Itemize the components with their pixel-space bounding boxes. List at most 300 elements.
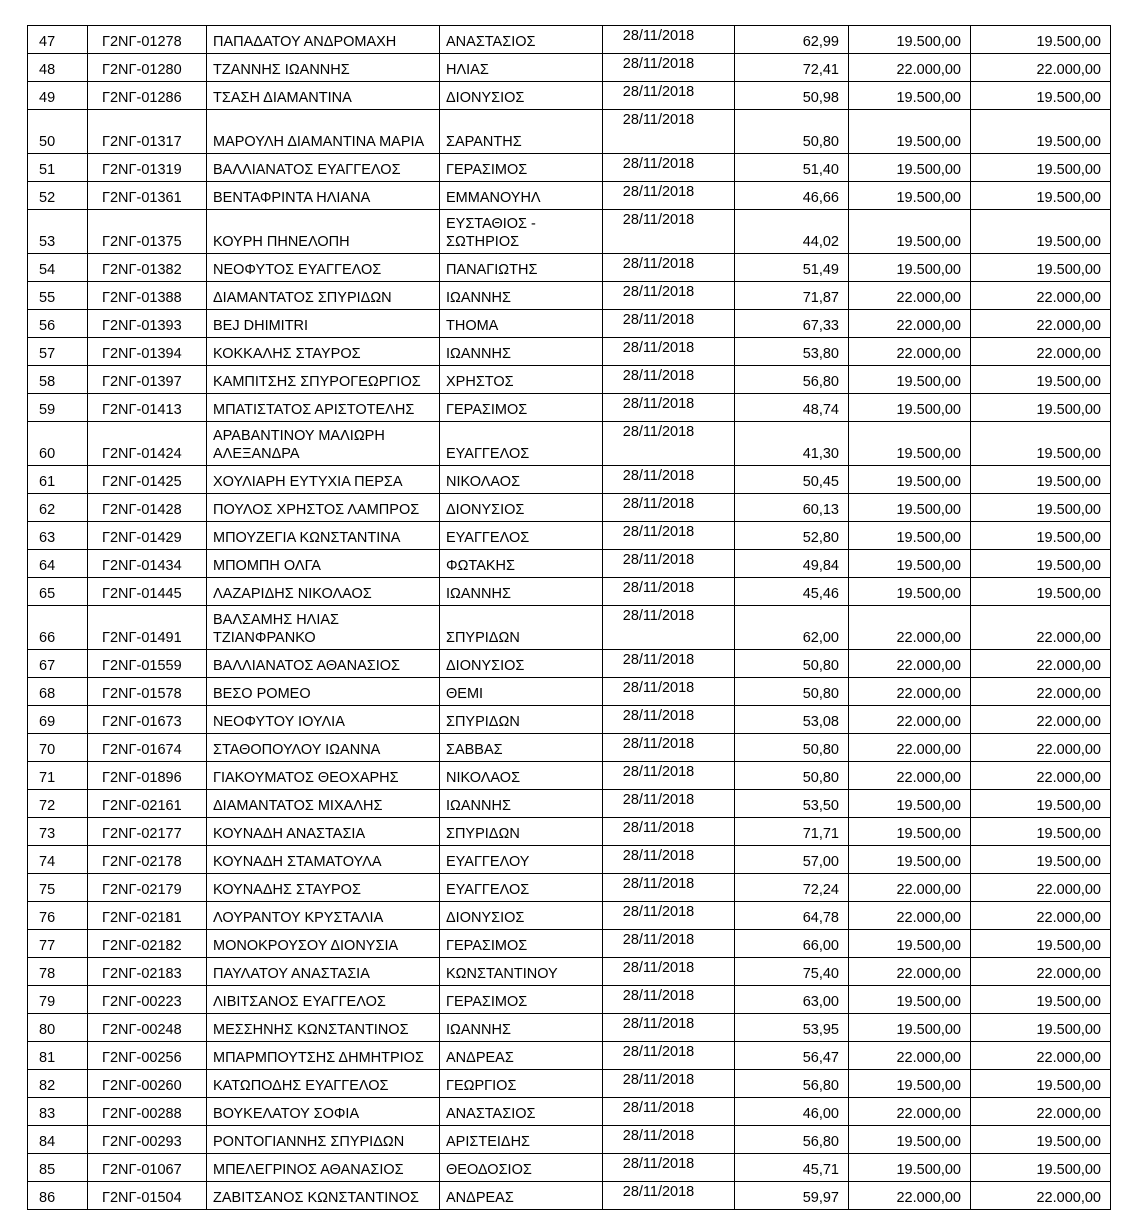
total-amount-cell: 22.000,00	[971, 606, 1111, 650]
full-name-cell: ΜΠΑΡΜΠΟΥΤΣΗΣ ΔΗΜΗΤΡΙΟΣ	[207, 1042, 440, 1070]
father-name-cell: ΓΕΡΑΣΙΜΟΣ	[440, 154, 603, 182]
full-name-cell: ΒΕΝΤΑΦΡΙΝΤΑ ΗΛΙΑΝΑ	[207, 182, 440, 210]
total-amount-cell: 22.000,00	[971, 902, 1111, 930]
score-cell: 59,97	[735, 1182, 849, 1210]
full-name-cell: ΚΟΥΝΑΔΗ ΑΝΑΣΤΑΣΙΑ	[207, 818, 440, 846]
approved-amount-cell: 22.000,00	[849, 310, 971, 338]
application-code-cell: Γ2ΝΓ-00293	[88, 1126, 207, 1154]
approved-amount-cell: 19.500,00	[849, 522, 971, 550]
full-name-cell: ΚΟΚΚΑΛΗΣ ΣΤΑΥΡΟΣ	[207, 338, 440, 366]
date-cell: 28/11/2018	[603, 182, 735, 210]
table-row	[28, 422, 1111, 466]
full-name-cell: ΜΕΣΣΗΝΗΣ ΚΩΝΣΤΑΝΤΙΝΟΣ	[207, 1014, 440, 1042]
approved-amount-cell: 19.500,00	[849, 210, 971, 254]
table-row	[28, 110, 1111, 154]
full-name-cell: ΒΑΛΛΙΑΝΑΤΟΣ ΕΥΑΓΓΕΛΟΣ	[207, 154, 440, 182]
row-number-cell: 50	[28, 110, 88, 154]
score-cell: 66,00	[735, 930, 849, 958]
score-cell: 56,80	[735, 1070, 849, 1098]
date-cell: 28/11/2018	[603, 846, 735, 874]
full-name-cell: ΠΟΥΛΟΣ ΧΡΗΣΤΟΣ ΛΑΜΠΡΟΣ	[207, 494, 440, 522]
application-code-cell: Γ2ΝΓ-02183	[88, 958, 207, 986]
score-cell: 51,49	[735, 254, 849, 282]
row-number-cell: 59	[28, 394, 88, 422]
application-code-cell: Γ2ΝΓ-01361	[88, 182, 207, 210]
approved-amount-cell: 19.500,00	[849, 366, 971, 394]
approved-amount-cell: 22.000,00	[849, 706, 971, 734]
full-name-cell: ΧΟΥΛΙΑΡΗ ΕΥΤΥΧΙΑ ΠΕΡΣΑ	[207, 466, 440, 494]
approved-amount-cell: 19.500,00	[849, 110, 971, 154]
table-row	[28, 902, 1111, 930]
score-cell: 50,98	[735, 82, 849, 110]
table-row	[28, 494, 1111, 522]
application-code-cell: Γ2ΝΓ-02161	[88, 790, 207, 818]
application-code-cell: Γ2ΝΓ-00248	[88, 1014, 207, 1042]
application-code-cell: Γ2ΝΓ-01674	[88, 734, 207, 762]
approved-amount-cell: 22.000,00	[849, 678, 971, 706]
score-cell: 60,13	[735, 494, 849, 522]
score-cell: 67,33	[735, 310, 849, 338]
date-cell: 28/11/2018	[603, 706, 735, 734]
table-row	[28, 1126, 1111, 1154]
father-name-cell: ΧΡΗΣΤΟΣ	[440, 366, 603, 394]
approved-amount-cell: 19.500,00	[849, 26, 971, 54]
total-amount-cell: 22.000,00	[971, 650, 1111, 678]
date-cell: 28/11/2018	[603, 210, 735, 254]
approved-amount-cell: 22.000,00	[849, 958, 971, 986]
table-row	[28, 846, 1111, 874]
table-row	[28, 958, 1111, 986]
application-code-cell: Γ2ΝΓ-01067	[88, 1154, 207, 1182]
approved-amount-cell: 22.000,00	[849, 902, 971, 930]
application-code-cell: Γ2ΝΓ-02178	[88, 846, 207, 874]
score-cell: 46,66	[735, 182, 849, 210]
full-name-cell: ΑΡΑΒΑΝΤΙΝΟΥ ΜΑΛΙΩΡΗ ΑΛΕΞΑΝΔΡΑ	[207, 422, 440, 466]
date-cell: 28/11/2018	[603, 338, 735, 366]
row-number-cell: 54	[28, 254, 88, 282]
total-amount-cell: 22.000,00	[971, 282, 1111, 310]
date-cell: 28/11/2018	[603, 818, 735, 846]
approved-amount-cell: 19.500,00	[849, 818, 971, 846]
score-cell: 51,40	[735, 154, 849, 182]
total-amount-cell: 19.500,00	[971, 846, 1111, 874]
father-name-cell: ΓΕΩΡΓΙΟΣ	[440, 1070, 603, 1098]
table-row	[28, 930, 1111, 958]
total-amount-cell: 19.500,00	[971, 578, 1111, 606]
date-cell: 28/11/2018	[603, 606, 735, 650]
father-name-cell: ΦΩΤΑΚΗΣ	[440, 550, 603, 578]
row-number-cell: 66	[28, 606, 88, 650]
father-name-cell: ΙΩΑΝΝΗΣ	[440, 578, 603, 606]
application-code-cell: Γ2ΝΓ-00288	[88, 1098, 207, 1126]
date-cell: 28/11/2018	[603, 550, 735, 578]
full-name-cell: ΚΟΥΡΗ ΠΗΝΕΛΟΠΗ	[207, 210, 440, 254]
row-number-cell: 55	[28, 282, 88, 310]
father-name-cell: ΝΙΚΟΛΑΟΣ	[440, 466, 603, 494]
total-amount-cell: 19.500,00	[971, 466, 1111, 494]
total-amount-cell: 19.500,00	[971, 254, 1111, 282]
date-cell: 28/11/2018	[603, 790, 735, 818]
full-name-cell: ΛΙΒΙΤΣΑΝΟΣ ΕΥΑΓΓΕΛΟΣ	[207, 986, 440, 1014]
full-name-cell: ΚΑΤΩΠΟΔΗΣ ΕΥΑΓΓΕΛΟΣ	[207, 1070, 440, 1098]
row-number-cell: 65	[28, 578, 88, 606]
score-cell: 48,74	[735, 394, 849, 422]
total-amount-cell: 19.500,00	[971, 210, 1111, 254]
row-number-cell: 47	[28, 26, 88, 54]
row-number-cell: 77	[28, 930, 88, 958]
table-row	[28, 82, 1111, 110]
total-amount-cell: 22.000,00	[971, 310, 1111, 338]
date-cell: 28/11/2018	[603, 394, 735, 422]
score-cell: 50,80	[735, 110, 849, 154]
score-cell: 45,71	[735, 1154, 849, 1182]
total-amount-cell: 19.500,00	[971, 26, 1111, 54]
row-number-cell: 78	[28, 958, 88, 986]
score-cell: 56,47	[735, 1042, 849, 1070]
father-name-cell: ΣΑΡΑΝΤΗΣ	[440, 110, 603, 154]
date-cell: 28/11/2018	[603, 1014, 735, 1042]
father-name-cell: ΝΙΚΟΛΑΟΣ	[440, 762, 603, 790]
table-row	[28, 1154, 1111, 1182]
table-row	[28, 366, 1111, 394]
father-name-cell: ΗΛΙΑΣ	[440, 54, 603, 82]
father-name-cell: ΑΡΙΣΤΕΙΔΗΣ	[440, 1126, 603, 1154]
father-name-cell: THOMA	[440, 310, 603, 338]
approved-amount-cell: 22.000,00	[849, 650, 971, 678]
date-cell: 28/11/2018	[603, 466, 735, 494]
approved-amount-cell: 19.500,00	[849, 494, 971, 522]
row-number-cell: 56	[28, 310, 88, 338]
row-number-cell: 82	[28, 1070, 88, 1098]
father-name-cell: ΙΩΑΝΝΗΣ	[440, 282, 603, 310]
father-name-cell: ΓΕΡΑΣΙΜΟΣ	[440, 930, 603, 958]
father-name-cell: ΔΙΟΝΥΣΙΟΣ	[440, 494, 603, 522]
approved-amount-cell: 19.500,00	[849, 846, 971, 874]
total-amount-cell: 22.000,00	[971, 706, 1111, 734]
score-cell: 50,80	[735, 734, 849, 762]
approved-amount-cell: 19.500,00	[849, 986, 971, 1014]
total-amount-cell: 22.000,00	[971, 958, 1111, 986]
approved-amount-cell: 22.000,00	[849, 1182, 971, 1210]
approved-amount-cell: 22.000,00	[849, 1098, 971, 1126]
full-name-cell: ΚΟΥΝΑΔΗΣ ΣΤΑΥΡΟΣ	[207, 874, 440, 902]
table-row	[28, 154, 1111, 182]
approved-amount-cell: 19.500,00	[849, 154, 971, 182]
row-number-cell: 81	[28, 1042, 88, 1070]
score-cell: 75,40	[735, 958, 849, 986]
row-number-cell: 48	[28, 54, 88, 82]
application-code-cell: Γ2ΝΓ-01445	[88, 578, 207, 606]
approved-amount-cell: 19.500,00	[849, 930, 971, 958]
total-amount-cell: 19.500,00	[971, 930, 1111, 958]
father-name-cell: ΓΕΡΑΣΙΜΟΣ	[440, 986, 603, 1014]
approved-amount-cell: 19.500,00	[849, 1126, 971, 1154]
father-name-cell: ΣΠΥΡΙΔΩΝ	[440, 818, 603, 846]
total-amount-cell: 19.500,00	[971, 154, 1111, 182]
score-cell: 53,80	[735, 338, 849, 366]
row-number-cell: 64	[28, 550, 88, 578]
total-amount-cell: 22.000,00	[971, 1182, 1111, 1210]
father-name-cell: ΕΥΑΓΓΕΛΟΣ	[440, 874, 603, 902]
full-name-cell: ΠΑΠΑΔΑΤΟΥ ΑΝΔΡΟΜΑΧΗ	[207, 26, 440, 54]
score-cell: 72,24	[735, 874, 849, 902]
total-amount-cell: 22.000,00	[971, 874, 1111, 902]
application-code-cell: Γ2ΝΓ-01491	[88, 606, 207, 650]
total-amount-cell: 22.000,00	[971, 734, 1111, 762]
row-number-cell: 85	[28, 1154, 88, 1182]
application-code-cell: Γ2ΝΓ-00256	[88, 1042, 207, 1070]
table-row	[28, 1182, 1111, 1210]
full-name-cell: ΜΠΑΤΙΣΤΑΤΟΣ ΑΡΙΣΤΟΤΕΛΗΣ	[207, 394, 440, 422]
approved-amount-cell: 19.500,00	[849, 82, 971, 110]
total-amount-cell: 22.000,00	[971, 762, 1111, 790]
application-code-cell: Γ2ΝΓ-01896	[88, 762, 207, 790]
father-name-cell: ΑΝΔΡΕΑΣ	[440, 1182, 603, 1210]
score-cell: 72,41	[735, 54, 849, 82]
date-cell: 28/11/2018	[603, 762, 735, 790]
full-name-cell: ΜΠΟΥΖΕΓΙΑ ΚΩΝΣΤΑΝΤΙΝΑ	[207, 522, 440, 550]
table-row	[28, 986, 1111, 1014]
date-cell: 28/11/2018	[603, 986, 735, 1014]
father-name-cell: ΘΕΟΔΟΣΙΟΣ	[440, 1154, 603, 1182]
date-cell: 28/11/2018	[603, 366, 735, 394]
score-cell: 50,80	[735, 650, 849, 678]
full-name-cell: ΜΟΝΟΚΡΟΥΣΟΥ ΔΙΟΝΥΣΙΑ	[207, 930, 440, 958]
total-amount-cell: 19.500,00	[971, 1126, 1111, 1154]
full-name-cell: ΒΑΛΛΙΑΝΑΤΟΣ ΑΘΑΝΑΣΙΟΣ	[207, 650, 440, 678]
date-cell: 28/11/2018	[603, 310, 735, 338]
date-cell: 28/11/2018	[603, 494, 735, 522]
application-code-cell: Γ2ΝΓ-01278	[88, 26, 207, 54]
approved-amount-cell: 22.000,00	[849, 338, 971, 366]
table-row	[28, 734, 1111, 762]
father-name-cell: ΣΠΥΡΙΔΩΝ	[440, 606, 603, 650]
score-cell: 62,00	[735, 606, 849, 650]
approved-amount-cell: 19.500,00	[849, 790, 971, 818]
application-code-cell: Γ2ΝΓ-01413	[88, 394, 207, 422]
full-name-cell: ΜΠΟΜΠΗ ΟΛΓΑ	[207, 550, 440, 578]
date-cell: 28/11/2018	[603, 1182, 735, 1210]
total-amount-cell: 19.500,00	[971, 366, 1111, 394]
full-name-cell: ΤΖΑΝΝΗΣ ΙΩΑΝΝΗΣ	[207, 54, 440, 82]
date-cell: 28/11/2018	[603, 930, 735, 958]
table-row	[28, 578, 1111, 606]
father-name-cell: ΠΑΝΑΓΙΩΤΗΣ	[440, 254, 603, 282]
date-cell: 28/11/2018	[603, 874, 735, 902]
row-number-cell: 70	[28, 734, 88, 762]
row-number-cell: 84	[28, 1126, 88, 1154]
total-amount-cell: 22.000,00	[971, 338, 1111, 366]
total-amount-cell: 19.500,00	[971, 986, 1111, 1014]
row-number-cell: 58	[28, 366, 88, 394]
row-number-cell: 62	[28, 494, 88, 522]
row-number-cell: 75	[28, 874, 88, 902]
score-cell: 57,00	[735, 846, 849, 874]
application-code-cell: Γ2ΝΓ-01673	[88, 706, 207, 734]
date-cell: 28/11/2018	[603, 522, 735, 550]
table-row	[28, 182, 1111, 210]
table-row	[28, 1098, 1111, 1126]
father-name-cell: ΕΥΑΓΓΕΛΟΥ	[440, 846, 603, 874]
approved-amount-cell: 22.000,00	[849, 734, 971, 762]
approved-amount-cell: 19.500,00	[849, 422, 971, 466]
score-cell: 52,80	[735, 522, 849, 550]
row-number-cell: 79	[28, 986, 88, 1014]
full-name-cell: ΣΤΑΘΟΠΟΥΛΟΥ ΙΩΑΝΝΑ	[207, 734, 440, 762]
total-amount-cell: 19.500,00	[971, 422, 1111, 466]
full-name-cell: ΜΑΡΟΥΛΗ ΔΙΑΜΑΝΤΙΝΑ ΜΑΡΙΑ	[207, 110, 440, 154]
application-code-cell: Γ2ΝΓ-01393	[88, 310, 207, 338]
score-cell: 44,02	[735, 210, 849, 254]
full-name-cell: ΖΑΒΙΤΣΑΝΟΣ ΚΩΝΣΤΑΝΤΙΝΟΣ	[207, 1182, 440, 1210]
full-name-cell: BEJ DHIMITRI	[207, 310, 440, 338]
approved-amount-cell: 19.500,00	[849, 182, 971, 210]
table-row	[28, 550, 1111, 578]
approved-amount-cell: 19.500,00	[849, 578, 971, 606]
total-amount-cell: 19.500,00	[971, 1154, 1111, 1182]
total-amount-cell: 19.500,00	[971, 394, 1111, 422]
application-code-cell: Γ2ΝΓ-01286	[88, 82, 207, 110]
row-number-cell: 72	[28, 790, 88, 818]
application-code-cell: Γ2ΝΓ-01280	[88, 54, 207, 82]
date-cell: 28/11/2018	[603, 254, 735, 282]
row-number-cell: 74	[28, 846, 88, 874]
application-code-cell: Γ2ΝΓ-01504	[88, 1182, 207, 1210]
application-code-cell: Γ2ΝΓ-02181	[88, 902, 207, 930]
application-code-cell: Γ2ΝΓ-01424	[88, 422, 207, 466]
application-code-cell: Γ2ΝΓ-02179	[88, 874, 207, 902]
table-row	[28, 1042, 1111, 1070]
date-cell: 28/11/2018	[603, 958, 735, 986]
date-cell: 28/11/2018	[603, 1154, 735, 1182]
application-code-cell: Γ2ΝΓ-02177	[88, 818, 207, 846]
father-name-cell: ΕΜΜΑΝΟΥΗΛ	[440, 182, 603, 210]
table-row	[28, 338, 1111, 366]
table-row	[28, 54, 1111, 82]
row-number-cell: 76	[28, 902, 88, 930]
row-number-cell: 86	[28, 1182, 88, 1210]
approved-amount-cell: 22.000,00	[849, 282, 971, 310]
full-name-cell: ΚΑΜΠΙΤΣΗΣ ΣΠΥΡΟΓΕΩΡΓΙΟΣ	[207, 366, 440, 394]
approved-amount-cell: 19.500,00	[849, 1154, 971, 1182]
father-name-cell: ΔΙΟΝΥΣΙΟΣ	[440, 82, 603, 110]
row-number-cell: 68	[28, 678, 88, 706]
full-name-cell: ΓΙΑΚΟΥΜΑΤΟΣ ΘΕΟΧΑΡΗΣ	[207, 762, 440, 790]
score-cell: 62,99	[735, 26, 849, 54]
father-name-cell: ΔΙΟΝΥΣΙΟΣ	[440, 902, 603, 930]
total-amount-cell: 19.500,00	[971, 1014, 1111, 1042]
application-code-cell: Γ2ΝΓ-01394	[88, 338, 207, 366]
total-amount-cell: 19.500,00	[971, 818, 1111, 846]
approved-amount-cell: 22.000,00	[849, 54, 971, 82]
row-number-cell: 51	[28, 154, 88, 182]
approved-amount-cell: 19.500,00	[849, 466, 971, 494]
table-row	[28, 282, 1111, 310]
score-cell: 63,00	[735, 986, 849, 1014]
table-row	[28, 818, 1111, 846]
application-code-cell: Γ2ΝΓ-01429	[88, 522, 207, 550]
approved-amount-cell: 19.500,00	[849, 1070, 971, 1098]
score-cell: 50,80	[735, 762, 849, 790]
date-cell: 28/11/2018	[603, 154, 735, 182]
application-code-cell: Γ2ΝΓ-01428	[88, 494, 207, 522]
table-row	[28, 254, 1111, 282]
application-code-cell: Γ2ΝΓ-01317	[88, 110, 207, 154]
row-number-cell: 52	[28, 182, 88, 210]
father-name-cell: ΕΥΑΓΓΕΛΟΣ	[440, 522, 603, 550]
total-amount-cell: 19.500,00	[971, 790, 1111, 818]
score-cell: 53,50	[735, 790, 849, 818]
row-number-cell: 57	[28, 338, 88, 366]
table-row	[28, 310, 1111, 338]
date-cell: 28/11/2018	[603, 650, 735, 678]
row-number-cell: 53	[28, 210, 88, 254]
score-cell: 49,84	[735, 550, 849, 578]
application-code-cell: Γ2ΝΓ-01425	[88, 466, 207, 494]
date-cell: 28/11/2018	[603, 1070, 735, 1098]
full-name-cell: ΜΠΕΛΕΓΡΙΝΟΣ ΑΘΑΝΑΣΙΟΣ	[207, 1154, 440, 1182]
application-code-cell: Γ2ΝΓ-01397	[88, 366, 207, 394]
father-name-cell: ΑΝΑΣΤΑΣΙΟΣ	[440, 1098, 603, 1126]
application-code-cell: Γ2ΝΓ-01578	[88, 678, 207, 706]
full-name-cell: ΒΑΛΣΑΜΗΣ ΗΛΙΑΣ ΤΖΙΑΝΦΡΑΝΚΟ	[207, 606, 440, 650]
table-row	[28, 606, 1111, 650]
table-row	[28, 762, 1111, 790]
total-amount-cell: 22.000,00	[971, 1098, 1111, 1126]
date-cell: 28/11/2018	[603, 1098, 735, 1126]
total-amount-cell: 19.500,00	[971, 82, 1111, 110]
total-amount-cell: 19.500,00	[971, 1070, 1111, 1098]
score-cell: 46,00	[735, 1098, 849, 1126]
table-row	[28, 210, 1111, 254]
table-row	[28, 706, 1111, 734]
approved-amount-cell: 22.000,00	[849, 606, 971, 650]
full-name-cell: ΛΑΖΑΡΙΔΗΣ ΝΙΚΟΛΑΟΣ	[207, 578, 440, 606]
father-name-cell: ΑΝΔΡΕΑΣ	[440, 1042, 603, 1070]
total-amount-cell: 19.500,00	[971, 110, 1111, 154]
total-amount-cell: 19.500,00	[971, 182, 1111, 210]
table-row	[28, 874, 1111, 902]
date-cell: 28/11/2018	[603, 26, 735, 54]
total-amount-cell: 19.500,00	[971, 522, 1111, 550]
date-cell: 28/11/2018	[603, 82, 735, 110]
full-name-cell: ΒΕΣΟ ΡΟΜΕΟ	[207, 678, 440, 706]
row-number-cell: 80	[28, 1014, 88, 1042]
full-name-cell: ΔΙΑΜΑΝΤΑΤΟΣ ΣΠΥΡΙΔΩΝ	[207, 282, 440, 310]
date-cell: 28/11/2018	[603, 578, 735, 606]
application-code-cell: Γ2ΝΓ-01375	[88, 210, 207, 254]
approved-amount-cell: 19.500,00	[849, 254, 971, 282]
score-cell: 53,08	[735, 706, 849, 734]
table-row	[28, 522, 1111, 550]
beneficiaries-table	[27, 25, 1111, 1210]
application-code-cell: Γ2ΝΓ-02182	[88, 930, 207, 958]
row-number-cell: 63	[28, 522, 88, 550]
father-name-cell: ΚΩΝΣΤΑΝΤΙΝΟΥ	[440, 958, 603, 986]
score-cell: 50,45	[735, 466, 849, 494]
approved-amount-cell: 19.500,00	[849, 550, 971, 578]
score-cell: 45,46	[735, 578, 849, 606]
total-amount-cell: 22.000,00	[971, 1042, 1111, 1070]
application-code-cell: Γ2ΝΓ-01434	[88, 550, 207, 578]
row-number-cell: 49	[28, 82, 88, 110]
full-name-cell: ΛΟΥΡΑΝΤΟΥ ΚΡΥΣΤΑΛΙΑ	[207, 902, 440, 930]
row-number-cell: 83	[28, 1098, 88, 1126]
father-name-cell: ΔΙΟΝΥΣΙΟΣ	[440, 650, 603, 678]
approved-amount-cell: 22.000,00	[849, 1042, 971, 1070]
table-row	[28, 650, 1111, 678]
row-number-cell: 60	[28, 422, 88, 466]
